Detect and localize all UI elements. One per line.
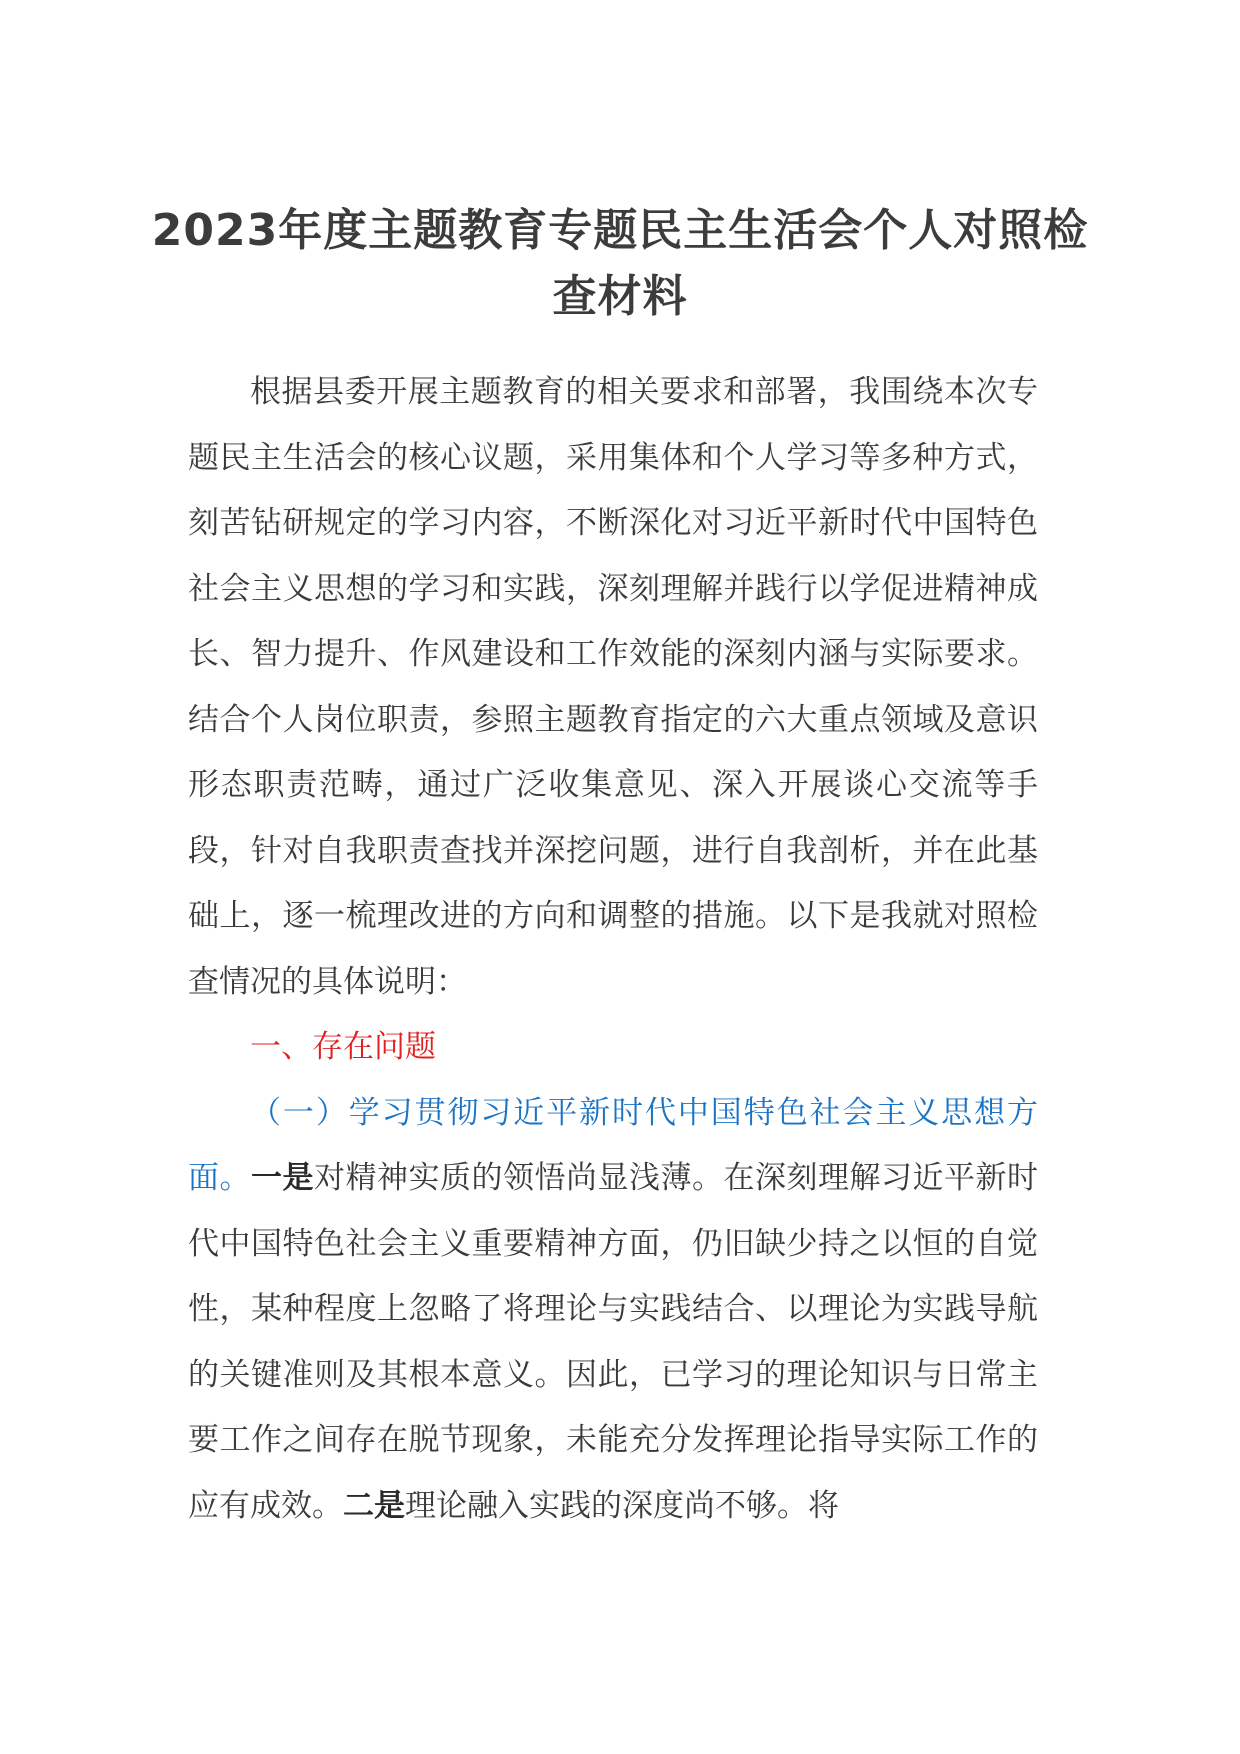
point-one-label: 一是 [251,1160,314,1196]
document-title: 2023年度主题教育专题民主生活会个人对照检查材料 [151,205,1089,322]
document-body [188,360,1038,1539]
point-two-label: 二是 [343,1487,405,1524]
intro-paragraph: 根据县委开展主题教育的相关要求和部署，我围绕本次专题民主生活会的核心议题，采用集体和个人学习等多种方式，刻苦钻研规定的学习内容，不断深化对习近平新时代中国特色社会主义思想的学习和实践，深刻理解并践行以学促进精神成长、智力提升、作风建设和工作效能的深刻内涵与实际要求。结合个人岗位职责，参照主题教育指定的六大重点领域及意识形态职责范畴，通过广泛收集意见、深入开展谈心交流等手段，针对自我职责查找并深挖问题，进行自我剖析，并在此基础上，逐一梳理改进的方向和调整的措施。以下是我就对照检查情况的具体说明： [188,374,1038,1000]
problems-paragraph [188,1081,1038,1540]
section-heading-problems [188,1015,1038,1081]
point-one-text: 对精神实质的领悟尚显浅薄。在深刻理解习近平新时代中国特色社会主义重要精神方面，仍旧缺少持之以恒的自觉性，某种程度上忽略了将理论与实践结合、以理论为实践导航的关键准则及其根本意义。因此，已学习的理论知识与日常主要工作之间存在脱节现象，未能充分发挥理论指导实际工作的应有成效。 [188,1160,1038,1524]
section-heading-text: 一、存在问题 [250,1029,436,1065]
point-two-text: 理论融入实践的深度尚不够。将 [405,1487,839,1524]
subsection-heading: （一）学习贯彻习近平新时代中国特色社会主义思想方面。 [188,1094,1038,1196]
